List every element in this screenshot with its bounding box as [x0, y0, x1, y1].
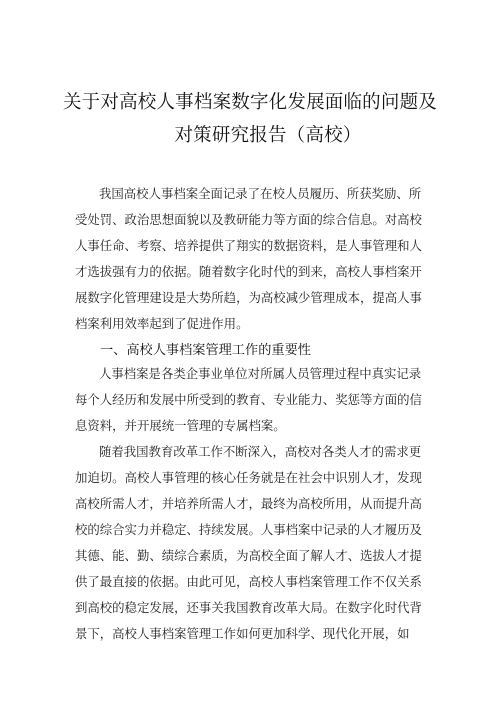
section1-paragraph-1	[75, 364, 435, 444]
text-line: 景下，高校人事档案管理工作如何更加科学、现代化开展，如	[75, 626, 410, 641]
section1-paragraph-2	[75, 442, 435, 642]
text-line: 随着我国教育改革工作不断深入，高校对各类人才的需求更	[99, 444, 422, 459]
text-line: 人事任命、考察、培养提供了翔实的数据资料，是人事管理和人	[75, 238, 422, 253]
text-line: 高校所需人才，并培养所需人才，最终为高校所用，从而提升高	[75, 496, 422, 511]
text-line: 其德、能、勤、绩综合素质，为高校全面了解人才、选拔人才提	[75, 548, 422, 563]
text-line: 校的综合实力并稳定、持续发展。人事档案中记录的人才履历及	[75, 522, 422, 537]
text-line: 展数字化管理建设是大势所趋，为高校减少管理成本，提高人事	[75, 290, 422, 305]
text-line: 才选拔强有力的依据。随着数字化时代的到来，高校人事档案开	[75, 264, 422, 279]
text-line: 息资料，并开展统一管理的专属档案。	[75, 418, 286, 433]
text-line: 加迫切。高校人事管理的核心任务就是在社会中识别人才，发现	[75, 470, 422, 485]
text-line: 供了最直接的依据。由此可见，高校人事档案管理工作不仅关系	[75, 574, 422, 589]
text-line: 档案利用效率起到了促进作用。	[75, 316, 249, 331]
text-line: 每个人经历和发展中所受到的教育、专业能力、奖惩等方面的信	[75, 392, 422, 407]
text-line: 我国高校人事档案全面记录了在校人员履历、所获奖励、所	[99, 186, 422, 201]
text-line: 人事档案是各类企事业单位对所属人员管理过程中真实记录	[99, 366, 422, 381]
document-title-line-1: 关于对高校人事档案数字化发展面临的问题及	[62, 92, 437, 113]
intro-paragraph	[75, 184, 435, 331]
section-heading: 一、高校人事档案管理工作的重要性	[100, 343, 311, 358]
text-line: 受处罚、政治思想面貌以及教研能力等方面的综合信息。对高校	[75, 212, 422, 227]
document-title-line-2: 对策研究报告（高校）	[174, 125, 362, 146]
text-line: 到高校的稳定发展，还事关我国教育改革大局。在数字化时代背	[75, 600, 422, 615]
